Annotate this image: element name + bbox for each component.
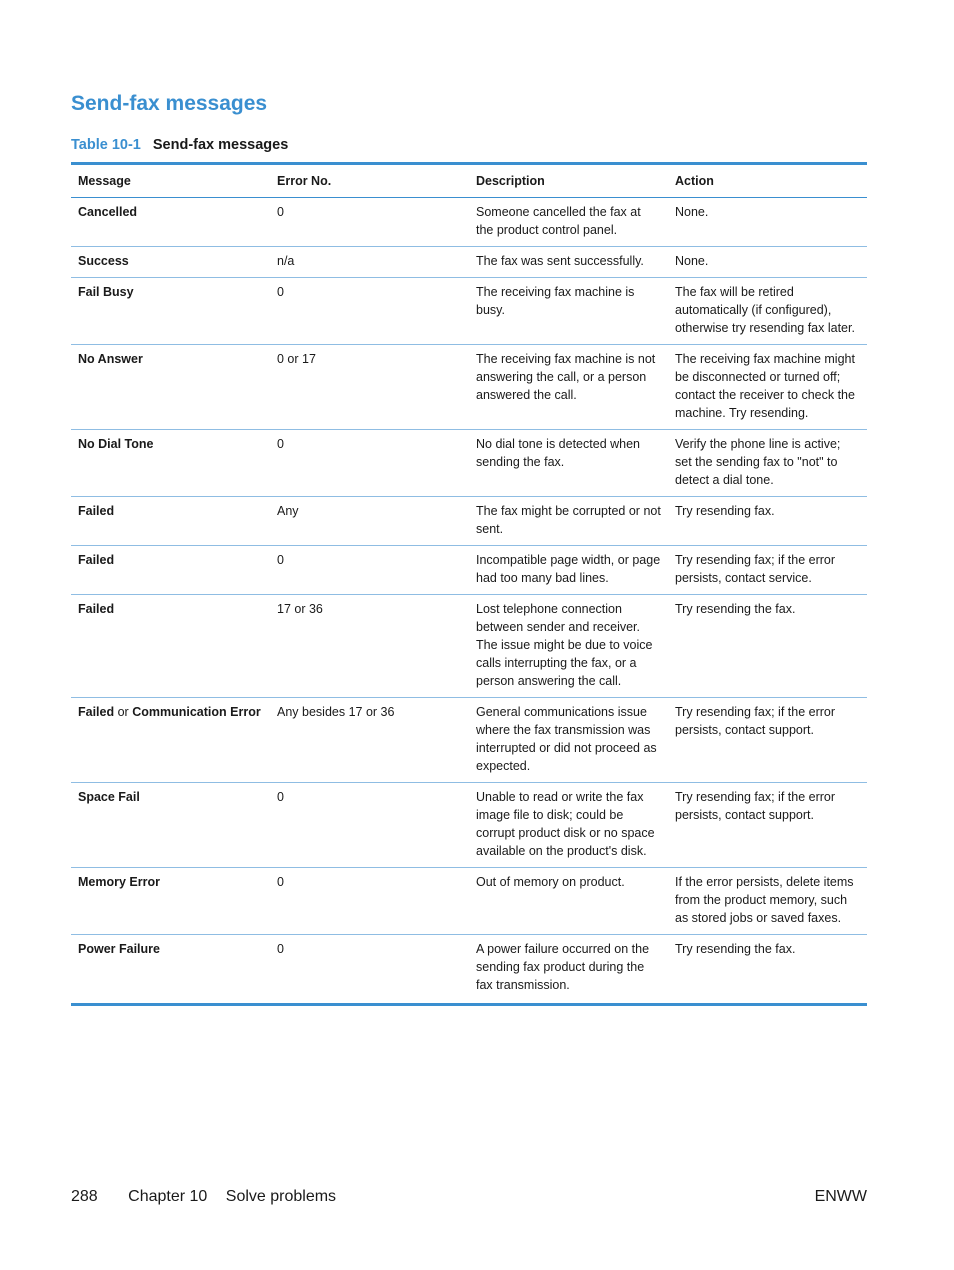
action-cell: Try resending fax; if the error persists, contact support. [668, 698, 867, 783]
error-no-cell: Any besides 17 or 36 [270, 698, 469, 783]
table-row [71, 935, 867, 1004]
action-cell: Try resending the fax. [675, 942, 796, 956]
chapter-label: Chapter 10 [128, 1188, 208, 1205]
error-no-cell: 0 [270, 430, 469, 497]
message-cell: Failed [71, 497, 270, 546]
error-no-cell: 0 [270, 198, 469, 247]
action-cell: Try resending fax; if the error persists, contact service. [668, 546, 867, 595]
page-number: 288 [71, 1188, 98, 1205]
description-cell: The fax was sent successfully. [469, 247, 668, 278]
error-no-cell: 0 [270, 868, 469, 935]
header-description: Description [469, 165, 668, 198]
description-cell: The receiving fax machine is busy. [469, 278, 668, 345]
message-cell [71, 698, 270, 783]
table-row [71, 546, 867, 595]
description-cell: General communications issue where the fax transmission was interrupted or did not proceed as expected. [469, 698, 668, 783]
table-row [71, 278, 867, 345]
error-no-cell: 0 or 17 [270, 345, 469, 430]
action-cell: None. [668, 198, 867, 247]
message-cell: Failed [71, 546, 270, 595]
message-cell: No Dial Tone [71, 430, 270, 497]
error-no-cell: 0 [270, 546, 469, 595]
table-row [71, 430, 867, 497]
chapter-title: Solve problems [225, 1188, 337, 1205]
page-footer [71, 1188, 867, 1206]
table-header-row [71, 165, 867, 198]
message-cell: Power Failure [78, 942, 160, 956]
table-caption-title: Send-fax messages [152, 137, 289, 153]
description-cell: Someone cancelled the fax at the product control panel. [469, 198, 668, 247]
message-cell: Memory Error [71, 868, 270, 935]
table-row [71, 497, 867, 546]
description-cell: The receiving fax machine is not answering the call, or a person answered the call. [469, 345, 668, 430]
footer-brand: ENWW [814, 1188, 867, 1205]
description-cell: Incompatible page width, or page had too many bad lines. [469, 546, 668, 595]
message-cell: Cancelled [71, 198, 270, 247]
header-message: Message [71, 165, 270, 198]
action-cell: None. [668, 247, 867, 278]
error-no-cell: 0 [270, 278, 469, 345]
error-no-cell: n/a [270, 247, 469, 278]
action-cell: Try resending the fax. [668, 595, 867, 698]
message-join: or [117, 705, 129, 719]
description-cell: No dial tone is detected when sending the fax. [469, 430, 668, 497]
table-row [71, 783, 867, 868]
error-no-cell: 0 [277, 942, 284, 956]
table-row [71, 247, 867, 278]
message-cell: Failed [71, 595, 270, 698]
table-caption-number: Table 10-1 [71, 137, 141, 153]
message-part-communication-error: Communication Error [132, 705, 261, 719]
action-cell: Try resending fax; if the error persists, contact support. [668, 783, 867, 868]
message-cell: Space Fail [71, 783, 270, 868]
header-error-no: Error No. [270, 165, 469, 198]
action-cell: The fax will be retired automatically (if configured), otherwise try resending fax later. [668, 278, 867, 345]
table-row [71, 698, 867, 783]
error-no-cell: 17 or 36 [270, 595, 469, 698]
action-cell: Try resending fax. [668, 497, 867, 546]
description-cell: Out of memory on product. [469, 868, 668, 935]
table-row [71, 595, 867, 698]
message-cell: Fail Busy [71, 278, 270, 345]
table-row [71, 345, 867, 430]
message-cell: Success [71, 247, 270, 278]
section-heading: Send-fax messages [71, 92, 268, 115]
description-cell: A power failure occurred on the sending fax product during the fax transmission. [476, 942, 650, 992]
table-row [71, 198, 867, 247]
action-cell: Verify the phone line is active; set the sending fax to "not" to detect a dial tone. [668, 430, 867, 497]
header-action: Action [668, 165, 867, 198]
action-cell: The receiving fax machine might be disconnected or turned off; contact the receiver to check the machine. Try resending. [668, 345, 867, 430]
table-caption [71, 137, 288, 153]
error-no-cell: Any [270, 497, 469, 546]
send-fax-messages-table [71, 162, 867, 1006]
description-cell: Unable to read or write the fax image file to disk; could be corrupt product disk or no space available on the product's disk. [469, 783, 668, 868]
description-cell: The fax might be corrupted or not sent. [469, 497, 668, 546]
message-cell: No Answer [71, 345, 270, 430]
table-row [71, 868, 867, 935]
error-no-cell: 0 [270, 783, 469, 868]
description-cell: Lost telephone connection between sender and receiver. The issue might be due to voice calls interrupting the fax, or a person answering the call. [469, 595, 668, 698]
action-cell: If the error persists, delete items from the product memory, such as stored jobs or saved faxes. [668, 868, 867, 935]
message-part-failed: Failed [78, 705, 115, 719]
